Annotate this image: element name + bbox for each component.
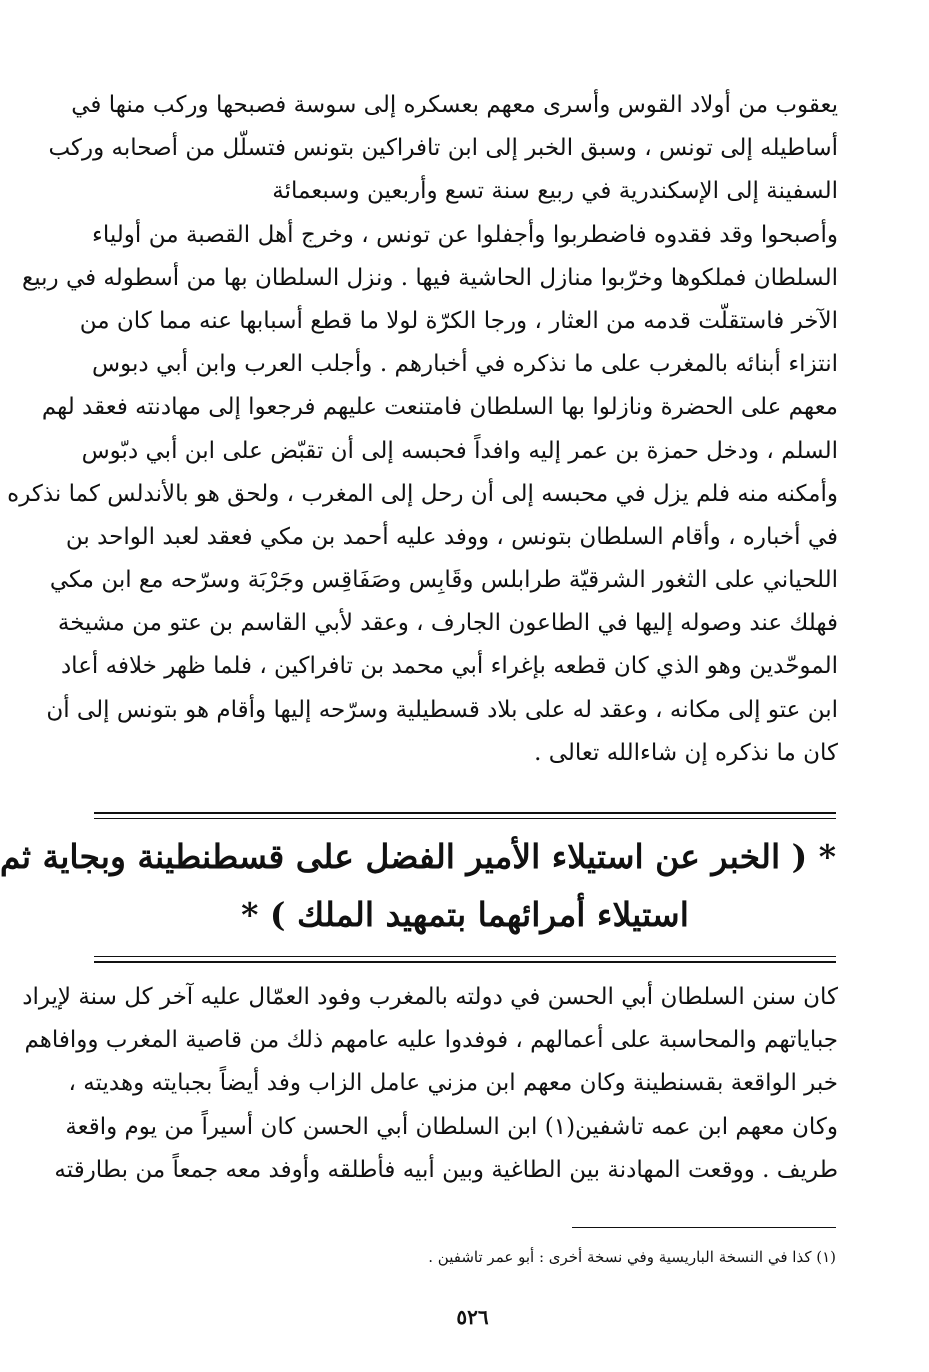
page-number: ٥٢٦ bbox=[456, 1305, 489, 1329]
text-line: ابن عتو إلى مكانه ، وعقد له على بلاد قسطيلية وسرّحه إليها وأقام هو بتونس إلى أن bbox=[46, 696, 838, 723]
section-text bbox=[22, 976, 838, 1192]
text-line: في أخباره ، وأقام السلطان بتونس ، ووفد عليه أحمد بن مكي فعقد لعبد الواحد بن bbox=[65, 523, 838, 550]
footnote: (١) كذا في النسخة الباريسية وفي نسخة أخرى : أبو عمر تاشفين . bbox=[428, 1248, 836, 1266]
text-line: السلم ، ودخل حمزة بن عمر إليه وافداً فحبسه إلى أن تقبّض على ابن أبي دبّوس bbox=[81, 437, 838, 464]
text-line: جباياتهم والمحاسبة على أعمالهم ، فوفدوا عليه عامهم ذلك من قاصية المغرب ووافاهم bbox=[24, 1027, 838, 1054]
text-line: كان سنن السلطان أبي الحسن في دولته بالمغرب وفود العمّال عليه آخر كل سنة لإيراد bbox=[22, 984, 838, 1010]
heading-line: * ( الخبر عن استيلاء الأمير الفضل على قسطنطينة وبجاية ثم bbox=[0, 837, 836, 876]
section-heading bbox=[0, 828, 836, 944]
heading-line: استيلاء أمرائهما بتمهيد الملك ) * bbox=[241, 895, 689, 934]
text-line: كان ما نذكره إن شاءالله تعالى . bbox=[534, 739, 838, 766]
text-line: الآخر فاستقلّت قدمه من العثار ، ورجا الكرّة لولا ما قطع أسبابها عنه مما كان من bbox=[79, 307, 838, 334]
text-line: يعقوب من أولاد القوس وأسرى معهم بعسكره إلى سوسة فصبحها وركب منها في bbox=[71, 92, 838, 118]
text-line: اللحياني على الثغور الشرقيّة طرابلس وقَابِس وصَفَاقِس وجَرْبَة وسرّحه مع ابن مكي bbox=[49, 567, 838, 594]
text-line: معهم على الحضرة ونازلوا بها السلطان فامتنعت عليهم فرجعوا إلى مهادنته فعقد لهم bbox=[41, 394, 838, 421]
text-line: انتزاء أبنائه بالمغرب على ما نذكره في أخبارهم . وأجلب العرب وابن أبي دبوس bbox=[92, 351, 838, 378]
heading-bottom-rule bbox=[94, 956, 836, 967]
text-line: وأصبحوا وقد فقدوه فاضطربوا وأجفلوا عن تونس ، وخرج أهل القصبة من أولياء bbox=[92, 221, 838, 248]
heading-top-rule bbox=[94, 812, 836, 823]
text-line: طريف . ووقعت المهادنة بين الطاغية وبين أبيه فأطلقه وأوفد معه جمعاً من بطارقته bbox=[54, 1156, 838, 1183]
text-line: الموحّدين وهو الذي كان قطعه بإغراء أبي محمد بن تافراكين ، فلما ظهر خلافه أعاد bbox=[60, 653, 838, 680]
text-line: السلطان فملكوها وخرّبوا منازل الحاشية فيها . ونزل السلطان بها من أسطوله في ربيع bbox=[21, 264, 838, 291]
text-line: أساطيله إلى تونس ، وسبق الخبر إلى ابن تافراكين بتونس فتسلّل من أصحابه وركب bbox=[48, 135, 838, 162]
text-line: وكان معهم ابن عمه تاشفين(١) ابن السلطان أبي الحسن كان أسيراً من يوم واقعة bbox=[65, 1113, 838, 1140]
text-line: فهلك عند وصوله إليها في الطاعون الجارف ، وعقد لأبي القاسم بن عتو من مشيخة bbox=[57, 610, 838, 637]
body-text bbox=[7, 84, 838, 775]
footnote-rule bbox=[572, 1227, 836, 1228]
text-line: خبر الواقعة بقسنطينة وكان معهم ابن مزني عامل الزاب وفد أيضاً بجبايته وهديته ، bbox=[68, 1070, 838, 1097]
text-line: السفينة إلى الإسكندرية في ربيع سنة تسع وأربعين وسبعمائة bbox=[272, 178, 838, 205]
text-line: وأمكنه منه فلم يزل في محبسه إلى أن رحل إلى المغرب ، ولحق هو بالأندلس كما نذكره bbox=[7, 480, 838, 507]
